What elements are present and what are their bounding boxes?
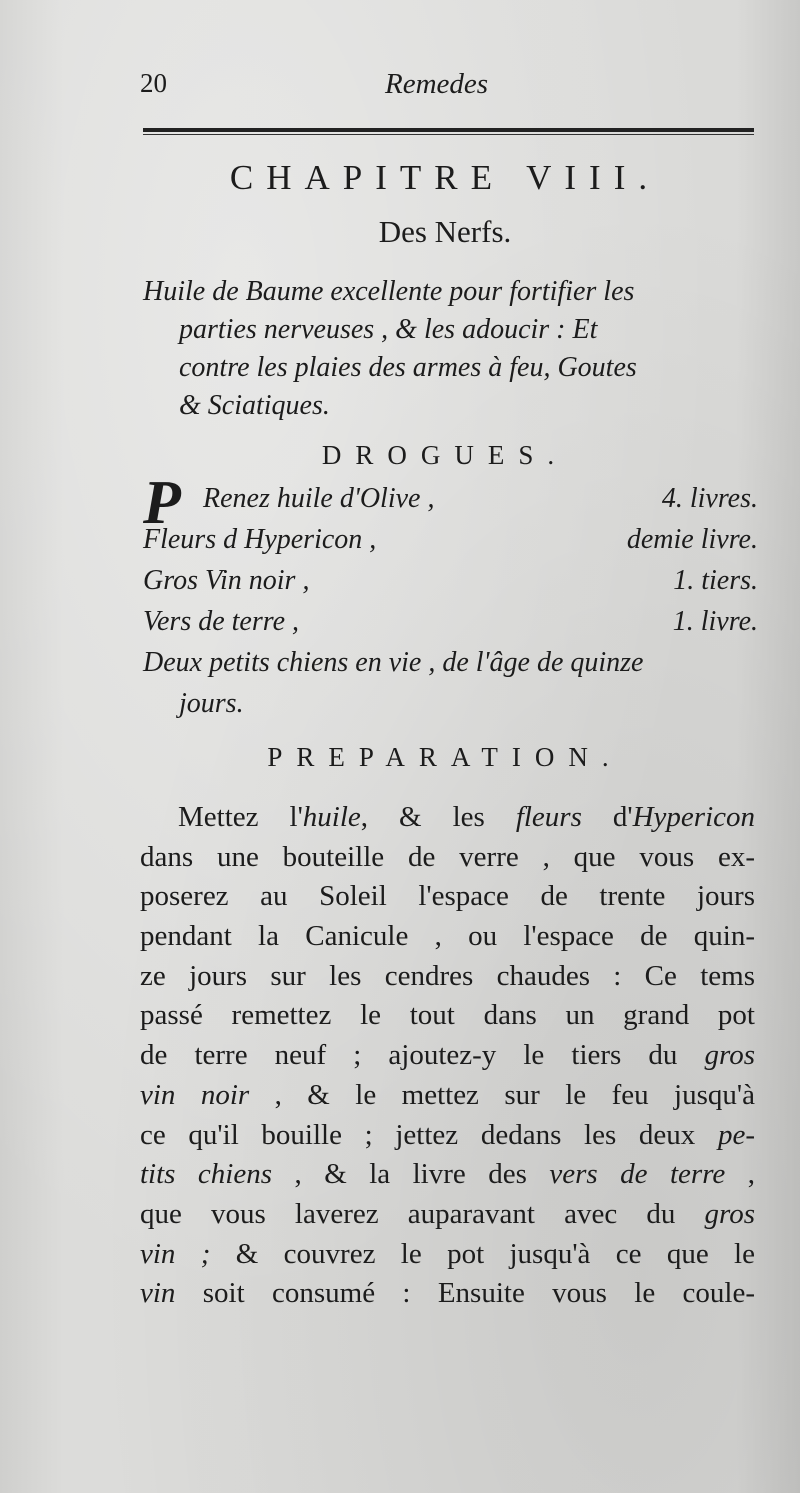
section-title: Des Nerfs. bbox=[378, 214, 512, 249]
drogues-heading: DROGUES. bbox=[321, 440, 569, 470]
body-line bbox=[140, 798, 755, 838]
body-line bbox=[140, 838, 755, 878]
preparation-text bbox=[140, 798, 755, 1314]
text-run: Mettez l' bbox=[178, 801, 303, 833]
italic-run: vers de terre bbox=[549, 1158, 726, 1191]
ingredient-name: Fleurs d Hypericon , bbox=[143, 524, 377, 555]
text-run: passé remettez le tout dans un grand pot bbox=[140, 999, 755, 1032]
italic-run: huile bbox=[302, 801, 361, 833]
text-run: d' bbox=[581, 801, 633, 833]
intro-line: parties nerveuses , & les adoucir : Et bbox=[179, 314, 598, 345]
italic-run: vin noir bbox=[140, 1078, 250, 1111]
body-line bbox=[140, 1274, 755, 1314]
text-run: , bbox=[725, 1158, 755, 1191]
italic-run: pe- bbox=[717, 1118, 755, 1151]
running-head bbox=[140, 68, 750, 108]
header-rule-thin bbox=[143, 134, 754, 135]
body-line bbox=[140, 1116, 755, 1156]
italic-run: gros bbox=[704, 1197, 755, 1230]
body-line bbox=[140, 1235, 755, 1275]
body-line bbox=[140, 1195, 755, 1235]
italic-run: vin ; bbox=[140, 1237, 211, 1270]
recipe-intro bbox=[143, 273, 755, 425]
body-line bbox=[140, 877, 755, 917]
intro-line: Huile de Baume excellente pour fortifier les bbox=[143, 276, 635, 307]
italic-run: tits chiens bbox=[140, 1158, 273, 1191]
ingredient-quantity: 1. livre. bbox=[672, 606, 758, 637]
text-run: de terre neuf ; ajoutez-y le tiers du bbox=[140, 1039, 705, 1072]
ingredient-quantity: 1. tiers. bbox=[673, 565, 758, 596]
text-run: , & les bbox=[360, 801, 516, 833]
intro-line: & Sciatiques. bbox=[179, 390, 330, 421]
italic-run: gros bbox=[704, 1039, 755, 1072]
ingredient-row bbox=[143, 683, 758, 724]
body-line bbox=[140, 917, 755, 957]
ingredient-row bbox=[143, 519, 758, 560]
italic-run: vin bbox=[140, 1277, 176, 1310]
text-run: dans une bouteille de verre , que vous ex- bbox=[140, 840, 755, 873]
text-run: ze jours sur les cendres chaudes : Ce tems bbox=[140, 959, 755, 992]
running-title: Remedes bbox=[385, 68, 489, 100]
text-run: pendant la Canicule , ou l'espace de quin- bbox=[140, 920, 755, 953]
ingredient-row bbox=[143, 601, 758, 642]
text-run: ce qu'il bouille ; jettez dedans les deux bbox=[140, 1118, 718, 1151]
text-run: poserez au Soleil l'espace de trente jours bbox=[140, 880, 755, 913]
body-line bbox=[140, 1076, 755, 1116]
text-run: que vous laverez auparavant avec du bbox=[140, 1197, 705, 1230]
ingredient-name: Deux petits chiens en vie , de l'âge de quinze bbox=[143, 647, 644, 678]
text-run: , & la livre des bbox=[272, 1158, 550, 1191]
drop-cap: P bbox=[143, 469, 181, 537]
preparation-heading: PREPARATION. bbox=[267, 742, 623, 772]
chapter-title: CHAPITRE VIII. bbox=[229, 158, 661, 197]
ingredient-row bbox=[143, 560, 758, 601]
body-line bbox=[140, 996, 755, 1036]
page-number: 20 bbox=[140, 68, 167, 98]
text-run: , & le mettez sur le feu jusqu'à bbox=[249, 1078, 755, 1111]
text-run: & couvrez le pot jusqu'à ce que le bbox=[210, 1237, 755, 1270]
body-line bbox=[140, 957, 755, 997]
intro-line: contre les plaies des armes à feu, Goutes bbox=[179, 352, 637, 383]
ingredient-quantity: demie livre. bbox=[626, 524, 758, 555]
ingredient-continuation: jours. bbox=[179, 688, 244, 719]
ingredient-quantity: 4. livres. bbox=[661, 483, 758, 514]
header-rule bbox=[143, 128, 754, 132]
body-line bbox=[140, 1155, 755, 1195]
ingredient-list bbox=[143, 469, 758, 724]
text-run: soit consumé : Ensuite vous le coule- bbox=[175, 1277, 755, 1310]
italic-run: Hypericon bbox=[632, 801, 756, 833]
ingredient-name: Gros Vin noir , bbox=[143, 565, 310, 596]
ingredient-name: Vers de terre , bbox=[143, 606, 300, 637]
ingredient-row bbox=[143, 642, 758, 683]
body-line bbox=[140, 1036, 755, 1076]
ingredient-row bbox=[143, 469, 758, 537]
italic-run: fleurs bbox=[515, 801, 582, 833]
ingredient-name: Renez huile d'Olive , bbox=[203, 483, 435, 514]
